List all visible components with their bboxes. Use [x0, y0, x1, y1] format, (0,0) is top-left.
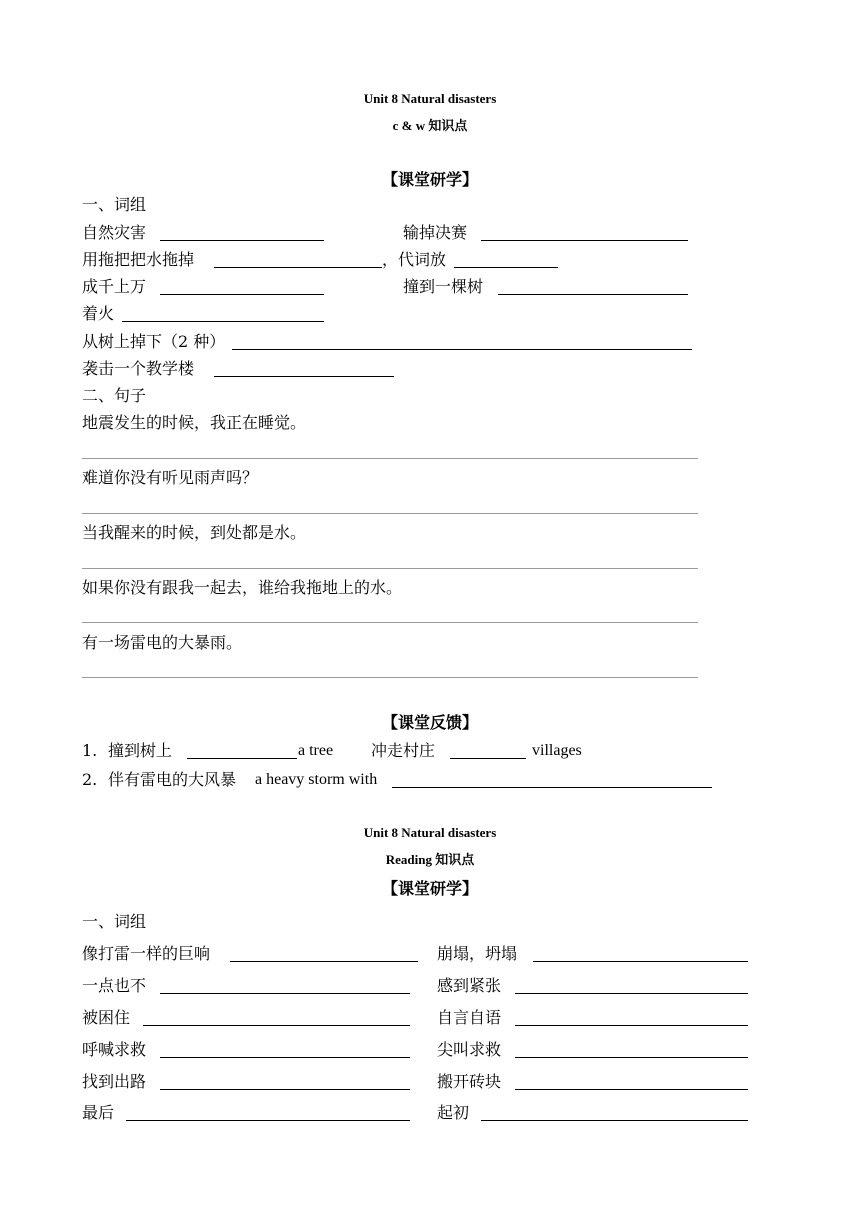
answer-line[interactable] — [82, 568, 698, 569]
question-english: a heavy storm with — [255, 771, 378, 788]
answer-blank[interactable] — [515, 1025, 748, 1026]
phrase-label: 着火 — [82, 304, 115, 323]
phrase-label: 搬开砖块 — [437, 1072, 502, 1091]
question-text: 伴有雷电的大风暴 — [108, 770, 237, 789]
answer-blank[interactable] — [122, 321, 324, 322]
question-english: villages — [532, 742, 582, 759]
answer-blank[interactable] — [126, 1120, 410, 1121]
phrase-label: 成千上万 — [82, 277, 147, 296]
answer-blank[interactable] — [230, 961, 418, 962]
answer-blank[interactable] — [498, 294, 688, 295]
answer-blank[interactable] — [214, 267, 382, 268]
answer-blank[interactable] — [515, 1089, 748, 1090]
answer-blank[interactable] — [481, 1120, 748, 1121]
question-text: 撞到树上 — [108, 741, 173, 760]
phrase-label: 袭击一个教学楼 — [82, 359, 195, 378]
answer-blank[interactable] — [160, 1057, 410, 1058]
phrase-label: 崩塌，坍塌 — [437, 944, 518, 963]
answer-blank[interactable] — [392, 787, 712, 788]
answer-line[interactable] — [82, 622, 698, 623]
phrase-label: 一点也不 — [82, 976, 147, 995]
answer-blank[interactable] — [533, 961, 748, 962]
phrase-label: 尖叫求救 — [437, 1040, 502, 1059]
answer-blank[interactable] — [481, 240, 688, 241]
answer-blank[interactable] — [160, 993, 410, 994]
phrase-label: 像打雷一样的巨响 — [82, 944, 211, 963]
answer-blank[interactable] — [515, 993, 748, 994]
unit-title-reading: Unit 8 Natural disasters — [363, 825, 497, 840]
unit-title: Unit 8 Natural disasters — [363, 91, 497, 106]
phrase-label: 被困住 — [82, 1008, 131, 1027]
section-heading-research: 【课堂研学】 — [381, 879, 478, 898]
sentence-prompt: 如果你没有跟我一起去，谁给我拖地上的水。 — [82, 578, 403, 597]
phrase-label: 感到紧张 — [437, 976, 502, 995]
answer-blank[interactable] — [515, 1057, 748, 1058]
answer-line[interactable] — [82, 677, 698, 678]
section-heading-feedback: 【课堂反馈】 — [381, 713, 478, 732]
phrase-label: 输掉决赛 — [403, 223, 468, 242]
phrase-label: 最后 — [82, 1103, 115, 1122]
sentences-heading: 二、句子 — [82, 386, 147, 405]
answer-line[interactable] — [82, 513, 698, 514]
phrase-label: 起初 — [437, 1103, 470, 1122]
unit-subtitle: c & w 知识点 — [392, 118, 468, 133]
answer-blank[interactable] — [160, 294, 324, 295]
sentence-prompt: 难道你没有听见雨声吗？ — [82, 468, 259, 487]
phrase-label: 用拖把把水拖掉 — [82, 250, 195, 269]
sentence-prompt: 地震发生的时候，我正在睡觉。 — [82, 413, 307, 432]
question-number: 2. — [82, 770, 98, 789]
answer-blank[interactable] — [450, 758, 526, 759]
question-english: a tree — [298, 742, 334, 759]
question-number: 1. — [82, 741, 98, 760]
answer-blank[interactable] — [160, 1089, 410, 1090]
answer-blank[interactable] — [232, 349, 692, 350]
phrase-label: 撞到一棵树 — [403, 277, 484, 296]
answer-blank[interactable] — [143, 1025, 410, 1026]
phrase-label: 自言自语 — [437, 1008, 502, 1027]
answer-blank[interactable] — [187, 758, 297, 759]
answer-blank[interactable] — [160, 240, 324, 241]
phrases-heading: 一、词组 — [82, 195, 147, 214]
phrases-heading: 一、词组 — [82, 912, 147, 931]
answer-line[interactable] — [82, 458, 698, 459]
sentence-prompt: 当我醒来的时候，到处都是水。 — [82, 523, 307, 542]
phrase-label: 呼喊求救 — [82, 1040, 147, 1059]
section-heading-research: 【课堂研学】 — [381, 170, 478, 189]
unit-subtitle-reading: Reading 知识点 — [385, 852, 475, 867]
phrase-label: 找到出路 — [82, 1072, 147, 1091]
sentence-prompt: 有一场雷电的大暴雨。 — [82, 633, 243, 652]
phrase-label: 从树上掉下（2 种） — [82, 332, 226, 351]
phrase-label: 自然灾害 — [82, 223, 147, 242]
question-text: 冲走村庄 — [371, 741, 436, 760]
answer-blank[interactable] — [454, 267, 558, 268]
answer-blank[interactable] — [214, 376, 394, 377]
phrase-label: ，代词放 — [382, 250, 447, 269]
